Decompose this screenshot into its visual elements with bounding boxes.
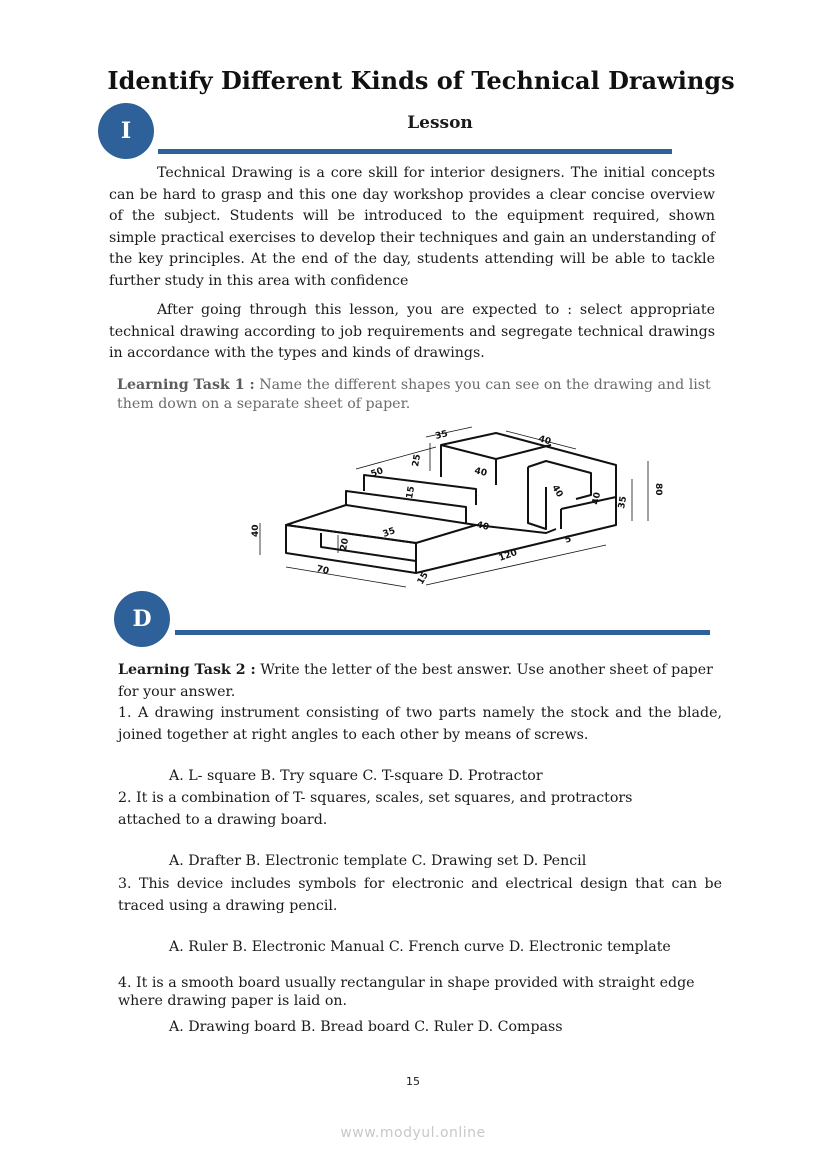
dimension-label: 35: [434, 429, 449, 442]
question-3-options: A. Ruler B. Electronic Manual C. French curve D. Electronic template: [169, 939, 671, 955]
dimension-label: 40: [473, 466, 488, 479]
question-1-options: A. L- square B. Try square C. T-square D. Protractor: [169, 768, 543, 784]
dimension-label: 70: [315, 564, 330, 577]
dimension-label: 15: [415, 570, 431, 587]
question-1: [118, 703, 722, 746]
learning-task-2-intro: [118, 660, 722, 703]
question-3: [118, 874, 722, 917]
learning-task-1-label: Learning Task 1 :: [117, 377, 255, 393]
objective-paragraph: [109, 300, 715, 365]
question-2-options: A. Drafter B. Electronic template C. Drawing set D. Pencil: [169, 853, 587, 869]
dimension-label: 40: [549, 483, 565, 500]
dimension-line: [286, 567, 406, 587]
learning-task-2-text: Write the letter of the best answer. Use another sheet of paper for your answer.: [118, 662, 713, 700]
dimension-label: 40: [591, 491, 604, 506]
isometric-drawing: [246, 425, 666, 590]
dimension-label: 120: [497, 547, 519, 564]
drawing-face: [496, 445, 551, 459]
section-i-divider: [158, 149, 672, 154]
dimension-label: 50: [369, 466, 385, 480]
section-d-badge: D: [114, 591, 170, 647]
dimension-label: 20: [339, 537, 352, 552]
dimension-label: 35: [617, 495, 630, 510]
dimension-label: 80: [653, 483, 663, 496]
dimension-line: [426, 427, 472, 437]
question-4-text: 4. It is a smooth board usually rectangular in shape provided with straight edge where drawing paper is laid on.: [118, 975, 695, 1009]
question-4-options: A. Drawing board B. Bread board C. Ruler D. Compass: [169, 1019, 563, 1035]
learning-task-2: [118, 660, 722, 703]
drawing-face: [528, 467, 546, 529]
intro-paragraph-text: Technical Drawing is a core skill for interior designers. The initial concepts can be hard to grasp and this one day workshop provides a clear concise overview of the subject. Students will be introduced to the equipment required, shown simple practical exercises to develop their techniques and gain an understanding of the key principles. At the end of the day, students attending will be able to tackle further study in this area with confidence: [109, 165, 715, 289]
learning-task-1-text: Name the different shapes you can see on the drawing and list them down on a separate sheet of paper.: [117, 377, 711, 412]
drawing-face: [441, 445, 496, 485]
lesson-heading: Lesson: [407, 113, 473, 133]
learning-task-1: [117, 376, 717, 414]
dimension-line: [356, 447, 436, 469]
page-number: 15: [406, 1075, 420, 1088]
question-2-text: 2. It is a combination of T- squares, scales, set squares, and protractors attached to a drawing board.: [118, 790, 633, 828]
dimension-label: 35: [381, 526, 397, 540]
dimension-label: 5: [563, 534, 573, 546]
dimension-label: 25: [411, 453, 424, 468]
page-title: Identify Different Kinds of Technical Drawings: [107, 66, 735, 95]
question-3-text: 3. This device includes symbols for electronic and electrical design that can be traced using a drawing pencil.: [118, 876, 722, 914]
learning-task-2-label: Learning Task 2 :: [118, 662, 256, 678]
question-4: [118, 974, 722, 1010]
watermark: www.modyul.online: [340, 1125, 486, 1141]
section-i-badge: I: [98, 103, 154, 159]
dimension-label: 15: [405, 485, 418, 500]
objective-paragraph-text: After going through this lesson, you are expected to : select appropriate technical drawing according to job requirements and segregate technical drawings in accordance with the types and kinds of drawings.: [109, 302, 715, 361]
dimension-label: 40: [251, 524, 261, 537]
dimension-label: 40: [537, 434, 552, 448]
drawing-face: [286, 525, 416, 573]
question-1-text: 1. A drawing instrument consisting of two parts namely the stock and the blade, joined together at right angles to each other by means of screws.: [118, 705, 722, 743]
question-2: [118, 788, 678, 831]
drawing-face: [286, 505, 476, 543]
intro-paragraph: [109, 163, 715, 292]
dimension-label: 40: [475, 520, 490, 533]
section-d-divider: [175, 630, 710, 635]
